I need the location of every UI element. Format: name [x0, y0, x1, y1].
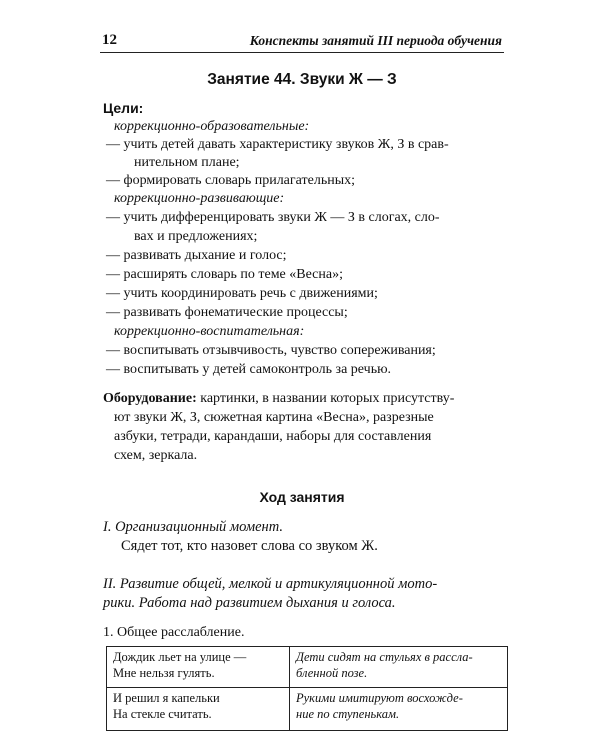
- page-header: [100, 30, 504, 53]
- rhyme-line: На стекле считать.: [113, 707, 212, 721]
- goals-item-continuation: вах и предложениях;: [134, 229, 258, 244]
- goals-category: коррекционно-развивающие:: [114, 191, 285, 206]
- equipment-label: Оборудование:: [103, 391, 197, 406]
- goals-item: — учить детей давать характеристику звуков Ж, З в срав-: [106, 137, 449, 152]
- goals-item: — учить дифференцировать звуки Ж — З в слогах, сло-: [106, 210, 440, 225]
- lesson-title: Занятие 44. Звуки Ж — З: [207, 71, 397, 88]
- section-text: Сядет тот, кто назовет слова со звуком Ж.: [121, 538, 378, 554]
- goals-category: коррекционно-воспитательная:: [114, 324, 305, 339]
- course-heading: Ход занятия: [259, 489, 345, 505]
- goals-item: — развивать дыхание и голос;: [106, 248, 287, 263]
- rhyme-line: Мне нельзя гулять.: [113, 666, 215, 680]
- action-line: ние по ступенькам.: [296, 707, 400, 721]
- equipment-line: ют звуки Ж, З, сюжетная картина «Весна», разрезные: [114, 410, 434, 425]
- action-cell: [290, 647, 508, 688]
- equipment-line: схем, зеркала.: [114, 448, 198, 463]
- rhyme-table: [106, 646, 508, 731]
- goals-label: Цели:: [103, 100, 144, 116]
- goals-item: — воспитывать отзывчивость, чувство сопереживания;: [106, 343, 436, 358]
- action-line: Дети сидят на стульях в рассла-: [296, 650, 473, 664]
- goals-category: коррекционно-образовательные:: [114, 119, 310, 134]
- rhyme-line: Дождик льет на улице —: [113, 650, 247, 664]
- equipment-text: картинки, в названии которых присутству-: [196, 391, 455, 406]
- equipment-line: [103, 390, 454, 408]
- equipment-line: азбуки, тетради, карандаши, наборы для составления: [114, 429, 432, 444]
- page-number: 12: [102, 32, 117, 48]
- table-row: [107, 647, 508, 688]
- section-title: I. Организационный момент.: [103, 519, 283, 535]
- action-line: бленной позе.: [296, 666, 368, 680]
- rhyme-line: И решил я капельки: [113, 691, 220, 705]
- subsection-title: 1. Общее расслабление.: [103, 625, 245, 640]
- goals-item: — учить координировать речь с движениями;: [106, 286, 378, 301]
- action-line: Рукими имитируют восхожде-: [296, 691, 463, 705]
- rhyme-text-cell: [107, 647, 290, 688]
- goals-item: — воспитывать у детей самоконтроль за речью.: [106, 362, 392, 377]
- goals-item: — развивать фонематические процессы;: [106, 305, 348, 320]
- rhyme-text-cell: [107, 688, 290, 731]
- section-title: II. Развитие общей, мелкой и артикуляционной мото-: [103, 576, 438, 592]
- goals-item: — расширять словарь по теме «Весна»;: [106, 267, 343, 282]
- section-title: рики. Работа над развитием дыхания и голоса.: [103, 595, 396, 611]
- running-title: Конспекты занятий III периода обучения: [249, 33, 502, 48]
- table-row: [107, 688, 508, 731]
- action-cell: [290, 688, 508, 731]
- goals-item-continuation: нительном плане;: [134, 155, 240, 170]
- goals-item: — формировать словарь прилагательных;: [106, 173, 355, 188]
